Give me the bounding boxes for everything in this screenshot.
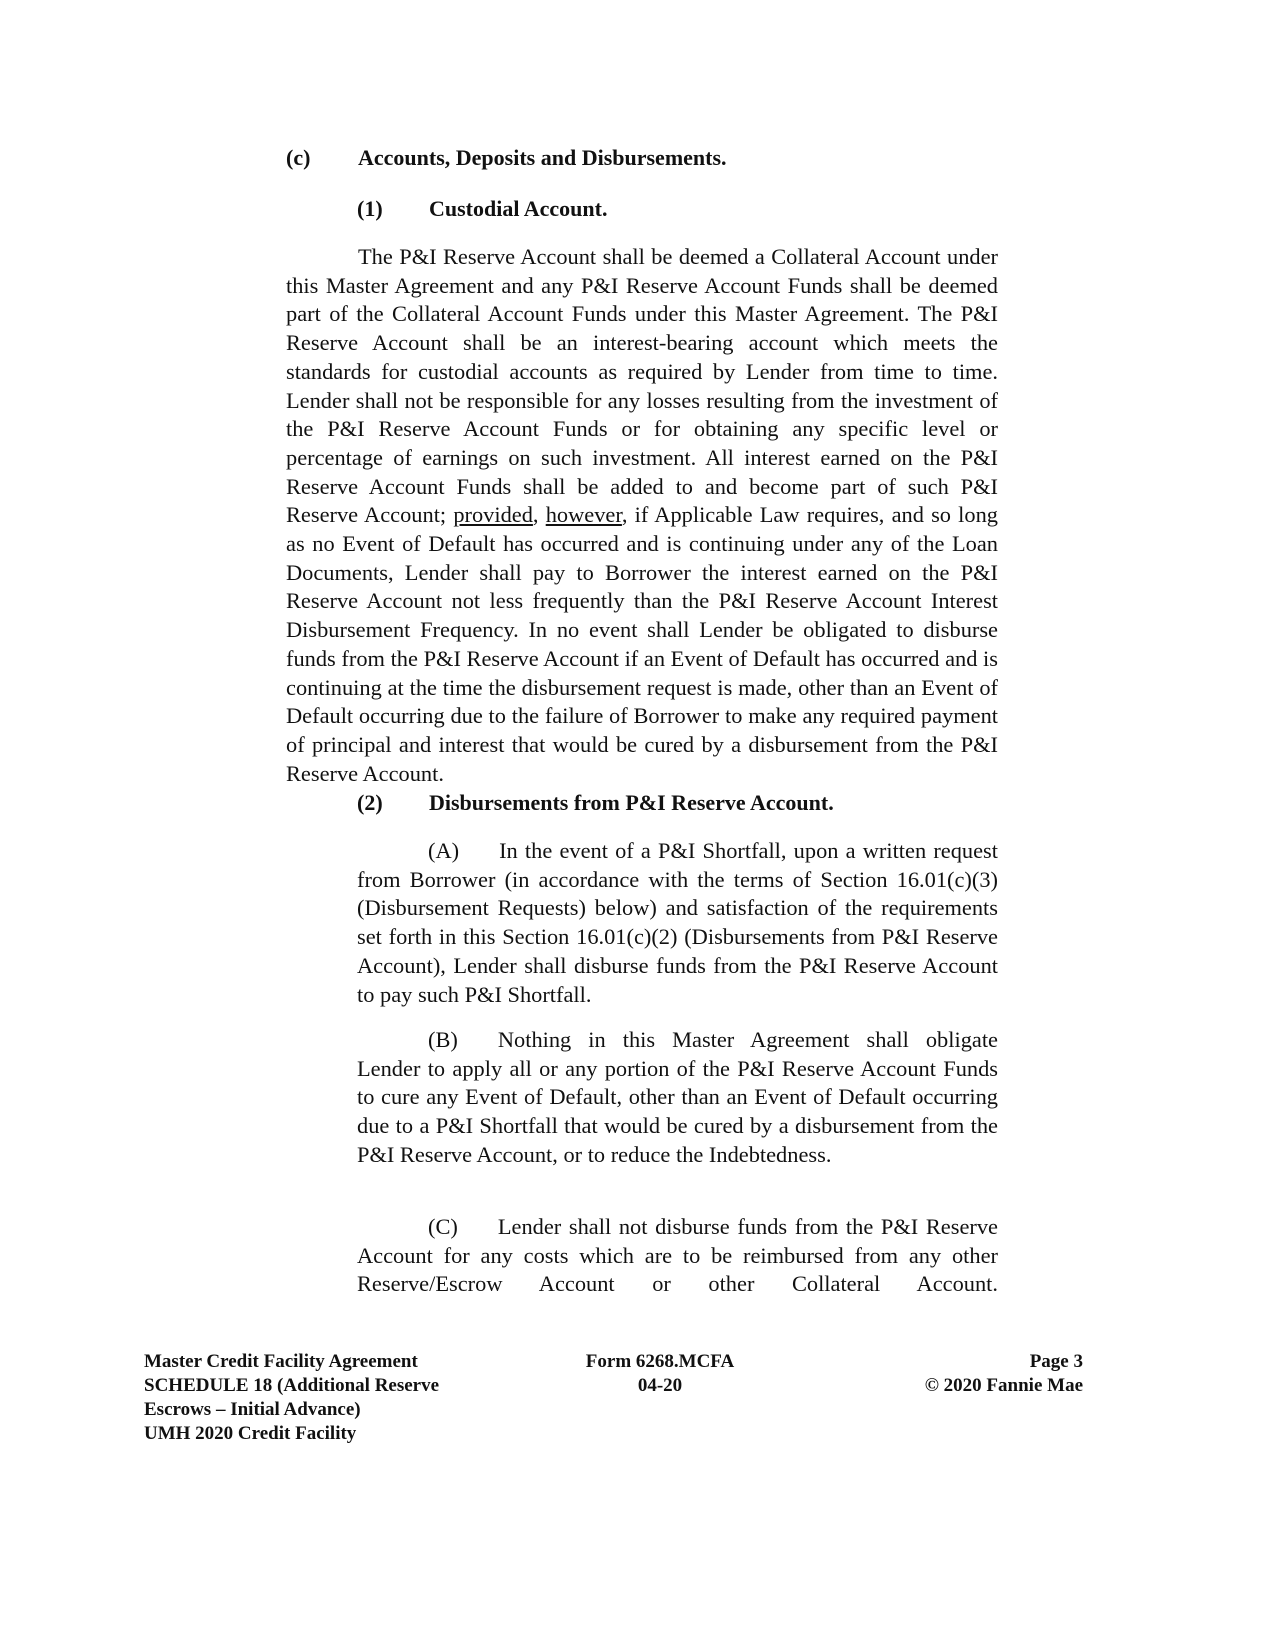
footer-form-number: Form 6268.MCFA — [585, 1351, 735, 1372]
footer-right — [883, 1350, 1083, 1398]
paragraph-a-text: In the event of a P&I Shortfall, upon a written request from Borrower (in accordance with the terms of Section 16.01(c)(3) (Disbursement Requests) below) and satisfaction of the requirements set forth in this Section 16.01(c)(2) (Disbursements from P&I Reserve Account), Lender shall disburse funds from the P&I Reserve Account to pay such P&I Shortfall. — [357, 838, 998, 1007]
footer-left — [144, 1350, 439, 1446]
para1-comma: , — [532, 502, 546, 528]
subsection-1-number: (1) — [357, 196, 383, 221]
footer-form-date: 04-20 — [637, 1375, 683, 1396]
paragraph-b — [357, 1026, 998, 1170]
subsection-1-title: Custodial Account. — [429, 196, 608, 221]
custodial-account-paragraph — [286, 243, 998, 788]
paragraph-c-text: Lender shall not disburse funds from the P&I Reserve Account for any costs which are to be reimbursed from any other Reserve/Escrow Account or other Collateral Account. — [357, 1214, 998, 1297]
footer-copyright: © 2020 Fannie Mae — [924, 1375, 1083, 1396]
footer-schedule-cont: Escrows – Initial Advance) — [144, 1399, 361, 1420]
para1-text-b: , if Applicable Law requires, and so long as no Event of Default has occurred and is continuing under any of the Loan Documents, Lender shall pay to Borrower the interest earned on the P&I Reserve Account not less frequently than the P&I Reserve Account Interest Disbursement Frequency. In no event shall Lender be obligated to disburse funds from the P&I Reserve Account if an Event of Default has occurred and is continuing at the time the disbursement request is made, other than an Event of Default occurring due to the failure of Borrower to make any required payment of principal and interest that would be cured by a disbursement from the P&I Reserve Account. — [286, 502, 998, 786]
paragraph-a-label: (A) — [428, 838, 460, 863]
paragraph-b-label: (B) — [428, 1027, 458, 1052]
section-c-number: (c) — [286, 145, 311, 170]
paragraph-b-text: Nothing in this Master Agreement shall obligate Lender to apply all or any portion of the P&I Reserve Account Funds to cure any Event of Default, other than an Event of Default occurring due to a P&I Shortfall that would be cured by a disbursement from the P&I Reserve Account, or to reduce the Indebtedness. — [357, 1027, 998, 1167]
para1-text-a: The P&I Reserve Account shall be deemed a Collateral Account under this Master Agreement and any P&I Reserve Account Funds shall be deemed part of the Collateral Account Funds under this Master Agreement. The P&I Reserve Account shall be an interest-bearing account which meets the standards for custodial accounts as required by Lender from time to time. Lender shall not be responsible for any losses resulting from the investment of the P&I Reserve Account Funds or for obtaining any specific level or percentage of earnings on such investment. All interest earned on the P&I Reserve Account Funds shall be added to and become part of such P&I Reserve Account; — [286, 244, 998, 528]
footer-center — [560, 1350, 760, 1398]
subsection-2-title: Disbursements from P&I Reserve Account. — [429, 790, 834, 815]
provided-term: provided — [453, 502, 533, 528]
footer-page-number: Page 3 — [1029, 1351, 1083, 1372]
footer-agreement-name: Master Credit Facility Agreement — [144, 1351, 418, 1372]
paragraph-a — [357, 837, 998, 1009]
footer-facility: UMH 2020 Credit Facility — [144, 1423, 357, 1444]
paragraph-c — [357, 1213, 998, 1299]
however-term: however — [545, 502, 622, 528]
section-c-title: Accounts, Deposits and Disbursements. — [358, 145, 727, 170]
subsection-2-number: (2) — [357, 790, 383, 815]
footer-schedule: SCHEDULE 18 (Additional Reserve — [144, 1375, 440, 1396]
paragraph-c-label: (C) — [428, 1214, 458, 1239]
